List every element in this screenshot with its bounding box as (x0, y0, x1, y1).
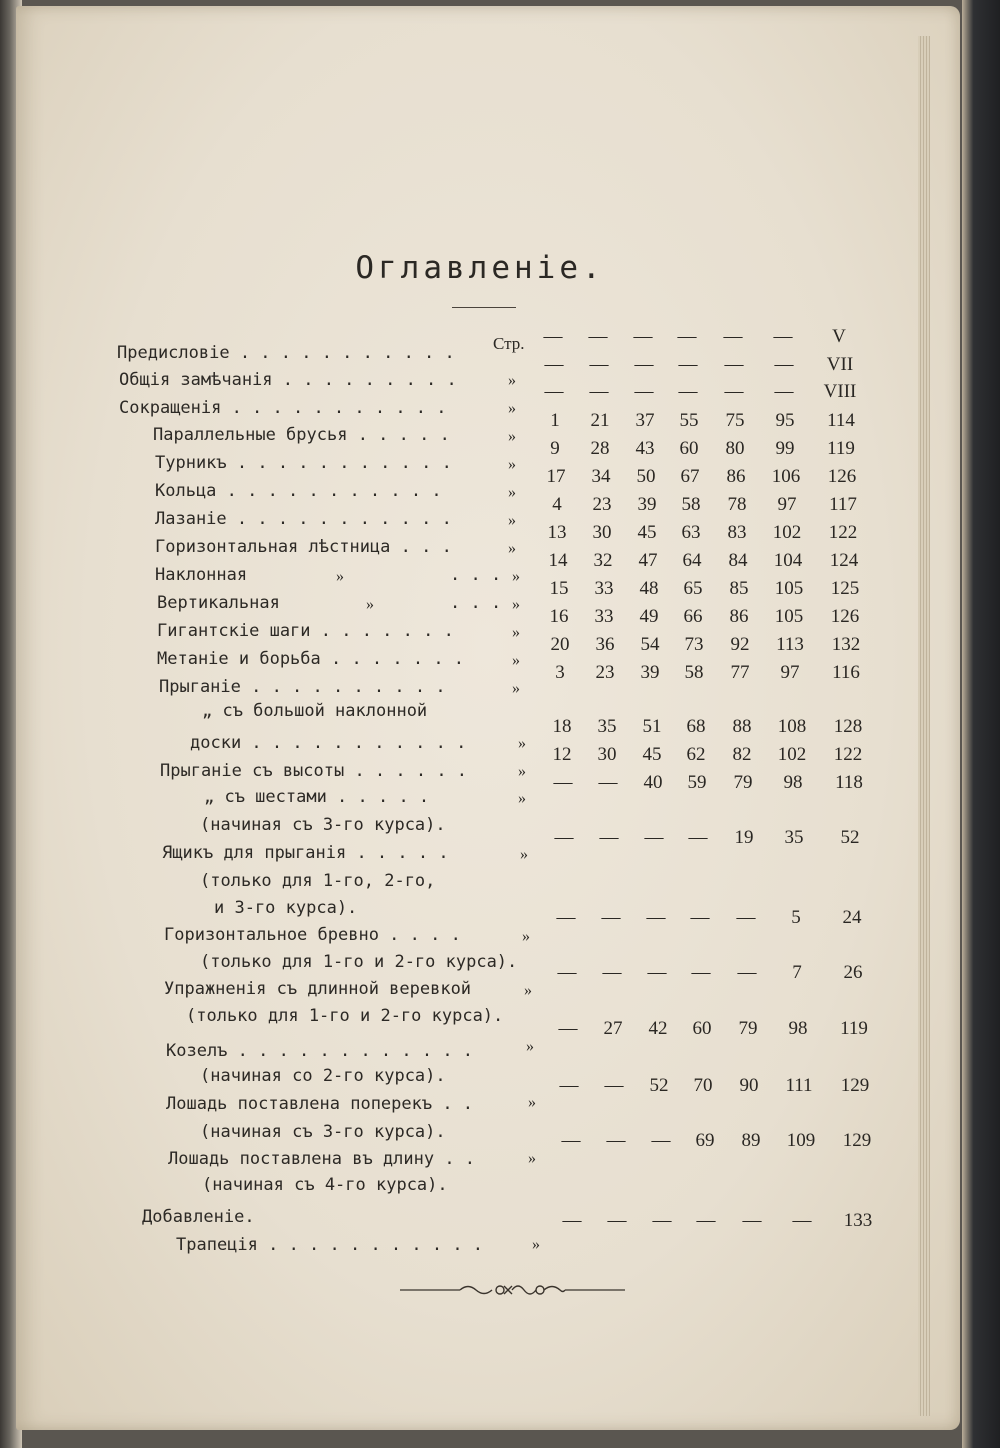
page-number-cell: — (589, 381, 609, 402)
page-number-cell: 126 (830, 606, 860, 627)
page-number-cell: — (559, 1075, 579, 1096)
page-number-cell: 13 (547, 522, 567, 543)
page-number-cell: 1 (550, 410, 560, 431)
page-number-cell: 98 (788, 1018, 808, 1039)
page-number-cell: — (792, 1210, 812, 1231)
ditto-mark: » (508, 540, 516, 557)
page-number-cell: 60 (692, 1018, 712, 1039)
ditto-mark-vertikalnaya: » (366, 596, 374, 613)
page-number-cell: — (561, 1130, 581, 1151)
page-number-cell: 97 (777, 494, 797, 515)
toc-note-kozel: (начиная со 2-го курса). (200, 1066, 446, 1086)
page-number-cell: 49 (639, 606, 659, 627)
toc-entry-lestnitsa: Горизонтальная лѣстница . . . (155, 537, 452, 557)
page-number-cell: — (691, 962, 711, 983)
page-number-cell: 24 (842, 907, 862, 928)
page-number-cell: — (601, 907, 621, 928)
page-number-cell: 97 (780, 662, 800, 683)
page-number-cell: — (556, 907, 576, 928)
page-number-cell: 40 (643, 772, 663, 793)
page-number-cell: — (644, 827, 664, 848)
page-number-cell: 35 (784, 827, 804, 848)
ditto-mark: » (508, 400, 516, 417)
page-number-cell: 23 (592, 494, 612, 515)
page-number-cell: 83 (727, 522, 747, 543)
page-number-cell: — (696, 1210, 716, 1231)
ditto-mark: » (512, 680, 520, 697)
page-number-cell: 42 (648, 1018, 668, 1039)
page-number-cell: 37 (635, 410, 655, 431)
page-number-cell: 105 (774, 578, 804, 599)
toc-note-yashchik-1: (только для 1-го, 2-го, (200, 871, 436, 891)
page-number-cell: 9 (550, 438, 560, 459)
page-number-cell: 132 (831, 634, 861, 655)
page-number-cell: 69 (695, 1130, 715, 1151)
ditto-mark: » (508, 428, 516, 445)
page-number-cell: 39 (640, 662, 660, 683)
page-number-cell: 19 (734, 827, 754, 848)
toc-note-loshad-dlina: (начиная съ 4-го курса). (202, 1175, 448, 1195)
page-number-cell: 133 (843, 1210, 873, 1231)
page-number-cell: — (606, 1130, 626, 1151)
toc-entry-predislovie: Предисловіе . . . . . . . . . . . (117, 343, 455, 363)
page-number-cell: — (774, 381, 794, 402)
page-number-cell: 52 (649, 1075, 669, 1096)
page-number-cell: 12 (552, 744, 572, 765)
page-number-cell: 89 (741, 1130, 761, 1151)
page-number-cell: — (651, 1130, 671, 1151)
page-number-cell: 17 (546, 466, 566, 487)
toc-entry-turnik: Турникъ . . . . . . . . . . . (155, 453, 452, 473)
page-number-cell: 15 (549, 578, 569, 599)
toc-entry-yashchik: Ящикъ для прыганія . . . . . (162, 843, 449, 863)
page-number-cell: — (544, 354, 564, 375)
page-number-cell: 32 (593, 550, 613, 571)
page-number-cell: — (724, 354, 744, 375)
toc-note-loshad-poperek: (начиная съ 3-го курса). (200, 1122, 446, 1142)
ditto-mark: » (508, 512, 516, 529)
ditto-mark: » (512, 624, 520, 641)
page-number-cell: 128 (833, 716, 863, 737)
ditto-mark: » (512, 568, 520, 585)
page-number-cell: 73 (684, 634, 704, 655)
page-number-cell: 117 (829, 494, 857, 515)
leader-dots: . . . (450, 593, 502, 613)
page-number-cell: 51 (642, 716, 662, 737)
page-number-cell: 36 (595, 634, 615, 655)
page-number-cell: 20 (550, 634, 570, 655)
page-number-cell: 86 (726, 466, 746, 487)
page-number-cell: 48 (639, 578, 659, 599)
page-number-cell: 84 (728, 550, 748, 571)
page-number-cell: — (723, 326, 743, 347)
page-number-cell: 75 (725, 410, 745, 431)
page-number-cell: 92 (730, 634, 750, 655)
page-number-cell: V (832, 326, 846, 347)
page-number-cell: 58 (681, 494, 701, 515)
page-number-cell: — (736, 907, 756, 928)
page-number-cell: — (599, 827, 619, 848)
page-number-cell: 30 (597, 744, 617, 765)
book-cover-edge (962, 0, 1000, 1448)
page-number-cell: 111 (785, 1075, 813, 1096)
page-number-cell: — (598, 772, 618, 793)
page-number-cell: 5 (791, 907, 801, 928)
page-number-cell: 65 (683, 578, 703, 599)
page-number-cell: 113 (776, 634, 804, 655)
page-number-cell: 33 (594, 578, 614, 599)
page-number-cell: — (543, 326, 563, 347)
page-number-cell: — (602, 962, 622, 983)
page-number-cell: 45 (637, 522, 657, 543)
page-number-cell: 66 (683, 606, 703, 627)
ditto-mark: » (528, 1094, 536, 1111)
page-number-cell: — (724, 381, 744, 402)
page-number-cell: 116 (832, 662, 860, 683)
ditto-mark: » (508, 456, 516, 473)
ditto-mark: » (512, 596, 520, 613)
page-number-cell: 58 (684, 662, 704, 683)
ditto-mark: » (508, 372, 516, 389)
page-number-cell: 124 (829, 550, 859, 571)
page-number-cell: 118 (835, 772, 863, 793)
ditto-mark: » (520, 846, 528, 863)
page-number-cell: — (742, 1210, 762, 1231)
page-number-cell: 3 (555, 662, 565, 683)
page-number-cell: 79 (738, 1018, 758, 1039)
page-number-cell: — (553, 772, 573, 793)
page-number-cell: — (652, 1210, 672, 1231)
page-number-cell: 35 (597, 716, 617, 737)
toc-entry-s-vysoty: Прыганіе съ высоты . . . . . . (160, 761, 468, 781)
page-number-cell: — (773, 326, 793, 347)
toc-entry-brusya: Параллельные брусья . . . . . (153, 425, 450, 445)
page-number-cell: 26 (843, 962, 863, 983)
page-number-cell: 4 (552, 494, 562, 515)
page-number-cell: 119 (827, 438, 855, 459)
page-number-cell: — (607, 1210, 627, 1231)
page-number-cell: 122 (828, 522, 858, 543)
page-number-cell: 98 (783, 772, 803, 793)
page-number-cell: 90 (739, 1075, 759, 1096)
page-number-cell: 80 (725, 438, 745, 459)
toc-entry-metanie: Метаніе и борьба . . . . . . . (157, 649, 465, 669)
page-number-cell: — (544, 381, 564, 402)
page-number-cell: — (774, 354, 794, 375)
page-number-cell: 102 (777, 744, 807, 765)
page-number-cell: — (737, 962, 757, 983)
page-number-cell: 68 (686, 716, 706, 737)
page-number-cell: 23 (595, 662, 615, 683)
page-number-cell: 18 (552, 716, 572, 737)
page-number-cell: 119 (840, 1018, 868, 1039)
toc-note-shestami: (начиная съ 3-го курса). (200, 815, 446, 835)
page-number-cell: 86 (729, 606, 749, 627)
toc-note-yashchik-2: и 3-го курса). (214, 898, 358, 918)
page-number-cell: 77 (730, 662, 750, 683)
page-number-cell: 106 (771, 466, 801, 487)
ditto-mark: » (522, 928, 530, 945)
ditto-mark: » (524, 982, 532, 999)
page-number-cell: — (678, 354, 698, 375)
ditto-mark: » (532, 1236, 540, 1253)
toc-note-verevka: (только для 1-го и 2-го курса). (186, 1006, 504, 1026)
page-number-cell: 85 (729, 578, 749, 599)
ditto-mark: » (518, 790, 526, 807)
ditto-mark: » (528, 1150, 536, 1167)
toc-entry-trapetsiya: Трапеція . . . . . . . . . . . (176, 1235, 484, 1255)
page-number-cell: 45 (642, 744, 662, 765)
page-number-cell: 109 (786, 1130, 816, 1151)
title-rule (452, 307, 516, 308)
toc-entry-vertikalnaya: Вертикальная (157, 593, 280, 613)
page-number-cell: 16 (549, 606, 569, 627)
ditto-mark: » (512, 652, 520, 669)
page-number-cell: 34 (591, 466, 611, 487)
page-number-cell: 62 (686, 744, 706, 765)
page-number-cell: 59 (687, 772, 707, 793)
toc-note-brevno: (только для 1-го и 2-го курса). (200, 952, 518, 972)
page-number-cell: — (633, 326, 653, 347)
toc-entry-sokrashcheniya: Сокращенія . . . . . . . . . . . (119, 398, 447, 418)
page-number-cell: 70 (693, 1075, 713, 1096)
toc-entry-brevno: Горизонтальное бревно . . . . (164, 925, 461, 945)
page-number-cell: 60 (679, 438, 699, 459)
page-number-cell: 33 (594, 606, 614, 627)
page-number-cell: 79 (733, 772, 753, 793)
toc-entry-s-shestami: „ съ шестами . . . . . (204, 787, 430, 807)
toc-entry-naklonnoi-doski: „ съ большой наклонной (202, 701, 428, 721)
page-number-cell: 55 (679, 410, 699, 431)
ditto-mark: » (518, 763, 526, 780)
page-number-cell: — (557, 962, 577, 983)
page-number-cell: 27 (603, 1018, 623, 1039)
page-number-cell: — (646, 907, 666, 928)
page-number-cell: 129 (840, 1075, 870, 1096)
page-number-cell: 129 (842, 1130, 872, 1151)
toc-entry-shagi: Гигантскіе шаги . . . . . . . (157, 621, 454, 641)
page-number-cell: 63 (681, 522, 701, 543)
page-number-cell: — (562, 1210, 582, 1231)
leader-dots: . . . (450, 565, 502, 585)
page-number-cell: 126 (827, 466, 857, 487)
page-number-cell: 50 (636, 466, 656, 487)
page-number-cell: 122 (833, 744, 863, 765)
page-number-cell: 125 (830, 578, 860, 599)
page-number-cell: 54 (640, 634, 660, 655)
page-number-cell: — (634, 354, 654, 375)
page-number-cell: 47 (638, 550, 658, 571)
page-number-cell: — (588, 326, 608, 347)
toc-entry-koltsa: Кольца . . . . . . . . . . . (155, 481, 442, 501)
page-number-cell: 64 (682, 550, 702, 571)
page-number-cell: — (604, 1075, 624, 1096)
toc-entry-naklonnaya: Наклонная (155, 565, 248, 585)
toc-entry-dobavlenie: Добавленіе. (142, 1207, 255, 1227)
page-number-cell: 67 (680, 466, 700, 487)
decorative-ornament-tailpiece (400, 1280, 625, 1300)
page-number-cell: 102 (772, 522, 802, 543)
page-number-cell: 39 (637, 494, 657, 515)
page-number-cell: 30 (592, 522, 612, 543)
page-number-cell: 104 (773, 550, 803, 571)
toc-entry-loshad-dlina: Лошадь поставлена въ длину . . (168, 1149, 476, 1169)
toc-entry-loshad-poperek: Лошадь поставлена поперекъ . . (166, 1094, 474, 1114)
page-number-cell: 52 (840, 827, 860, 848)
column-label-str: Стр. (493, 334, 525, 353)
page-number-cell: 7 (792, 962, 802, 983)
page-number-cell: — (589, 354, 609, 375)
page-number-cell: — (688, 827, 708, 848)
page-number-cell: 99 (775, 438, 795, 459)
page-number-cell: — (647, 962, 667, 983)
page-number-cell: 43 (635, 438, 655, 459)
page-number-cell: 114 (827, 410, 855, 431)
ditto-mark-naklonnaya: » (336, 568, 344, 585)
page-number-cell: — (558, 1018, 578, 1039)
page-number-cell: VIII (823, 381, 857, 402)
page-title: Оглавленіе. (355, 250, 605, 286)
toc-entry-lazanie: Лазаніе . . . . . . . . . . . (155, 509, 452, 529)
page-number-cell: — (690, 907, 710, 928)
page-number-cell: 88 (732, 716, 752, 737)
page-number-cell: 105 (774, 606, 804, 627)
page-number-cell: — (554, 827, 574, 848)
page-number-cell: 95 (775, 410, 795, 431)
toc-entry-verevka: Упражненія съ длинной веревкой (164, 979, 472, 999)
toc-entry-pryganie: Прыганіе . . . . . . . . . . (159, 677, 446, 697)
page-edges (918, 36, 930, 1416)
page-number-cell: 78 (727, 494, 747, 515)
page-number-cell: 108 (777, 716, 807, 737)
toc-entry-obshchiya: Общія замѣчанія . . . . . . . . . (119, 370, 457, 390)
ditto-mark: » (518, 735, 526, 752)
page-number-cell: — (678, 381, 698, 402)
page-number-cell: — (677, 326, 697, 347)
toc-entry-kozel: Козелъ . . . . . . . . . . . . (166, 1041, 474, 1061)
page-number-cell: 21 (590, 410, 610, 431)
page-number-cell: 82 (732, 744, 752, 765)
ditto-mark: » (526, 1038, 534, 1055)
page-number-cell: 28 (590, 438, 610, 459)
toc-entry-doski: доски . . . . . . . . . . . (190, 733, 467, 753)
page-number-cell: 14 (548, 550, 568, 571)
page-number-cell: — (634, 381, 654, 402)
page-number-cell: VII (826, 354, 854, 375)
ditto-mark: » (508, 484, 516, 501)
